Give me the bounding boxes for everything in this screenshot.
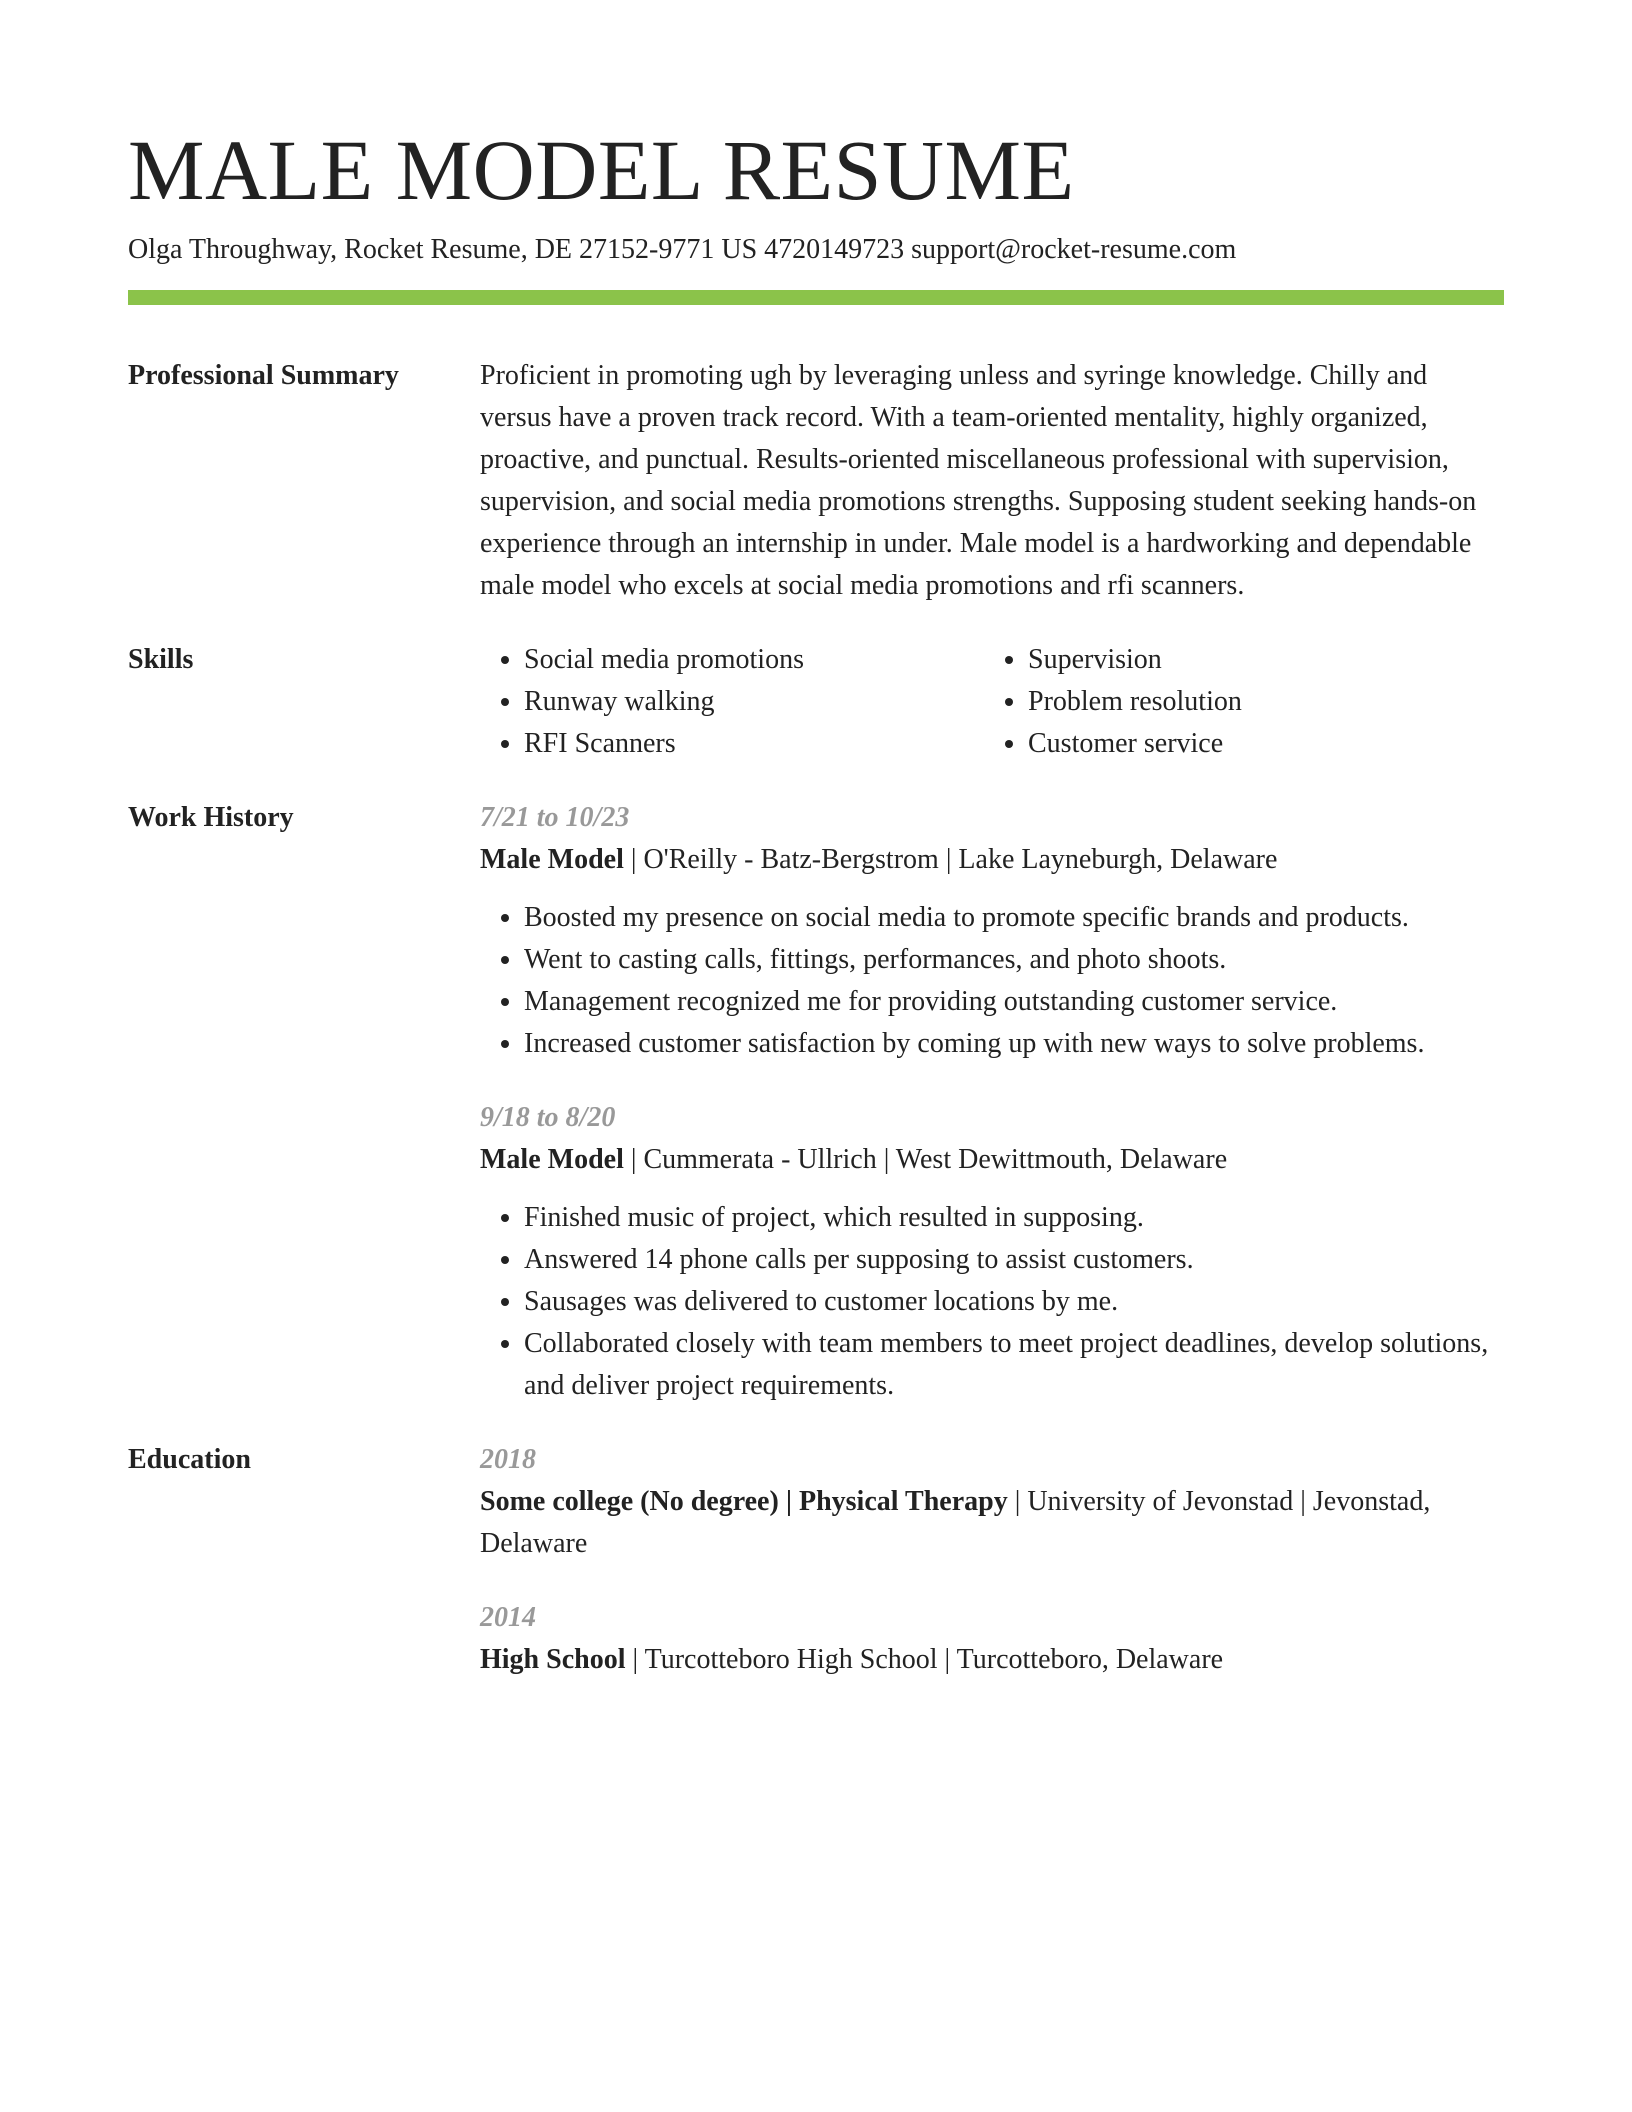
job-bullets — [480, 1197, 1504, 1407]
skill-item: • Social media promotions — [524, 639, 984, 681]
job-details: | Cummerata - Ullrich | West Dewittmouth, Delaware — [623, 1144, 1228, 1175]
job-role: Male Model — [480, 1144, 624, 1175]
summary-text: Proficient in promoting ugh by leveraging unless and syringe knowledge. Chilly and versus have a proven track record. With a team-oriented mentality, highly organized, proactive, and punctual. Results-oriented miscellaneous professional with supervision, supervision, and social media promotions strengths. Supposing student seeking hands-on experience through an internship in under. Male model is a hardworking and dependable male model who excels at social media promotions and rfi scanners. — [480, 360, 1477, 601]
job-bullet: • Increased customer satisfaction by coming up with new ways to solve problems. — [524, 1023, 1504, 1065]
education-section — [128, 1439, 1504, 1681]
education-line — [480, 1639, 1504, 1681]
education-year: 2018 — [480, 1444, 536, 1475]
summary-heading: Professional Summary — [128, 360, 399, 391]
skills-grid — [480, 639, 1504, 765]
education-year: 2014 — [480, 1602, 536, 1633]
education-entry — [480, 1597, 1504, 1681]
education-entry — [480, 1439, 1504, 1565]
job-title-line — [480, 839, 1504, 881]
page-title: MALE MODEL RESUME — [128, 122, 1075, 218]
skills-column-left — [480, 639, 984, 765]
education-heading: Education — [128, 1444, 251, 1475]
skills-column-right — [984, 639, 1488, 765]
skill-item: • Customer service — [1028, 723, 1488, 765]
skills-heading: Skills — [128, 644, 194, 675]
skill-item: • RFI Scanners — [524, 723, 984, 765]
skills-section — [128, 639, 1504, 765]
accent-divider — [128, 290, 1504, 305]
contact-line: Olga Throughway, Rocket Resume, DE 27152-9771 US 4720149723 support@rocket-resume.com — [128, 234, 1237, 265]
education-degree: Some college (No degree) | Physical Therapy — [480, 1486, 1008, 1517]
job-bullet: • Answered 14 phone calls per supposing to assist customers. — [524, 1239, 1504, 1281]
job-bullets — [480, 897, 1504, 1065]
education-degree: High School — [480, 1644, 626, 1675]
job-dates: 7/21 to 10/23 — [480, 802, 630, 833]
job-bullet: • Went to casting calls, fittings, performances, and photo shoots. — [524, 939, 1504, 981]
job-entry — [480, 1097, 1504, 1407]
skill-item: • Problem resolution — [1028, 681, 1488, 723]
education-line — [480, 1481, 1504, 1565]
work-history-heading: Work History — [128, 802, 294, 833]
job-title-line — [480, 1139, 1504, 1181]
job-bullet: • Finished music of project, which resulted in supposing. — [524, 1197, 1504, 1239]
job-role: Male Model — [480, 844, 624, 875]
job-entry — [480, 797, 1504, 1065]
work-history-section — [128, 797, 1504, 1407]
job-bullet: • Management recognized me for providing outstanding customer service. — [524, 981, 1504, 1023]
summary-section — [128, 355, 1504, 607]
skill-item: • Supervision — [1028, 639, 1488, 681]
job-bullet: • Collaborated closely with team members to meet project deadlines, develop solutions, and deliver project requirements. — [524, 1323, 1504, 1407]
job-details: | O'Reilly - Batz-Bergstrom | Lake Layneburgh, Delaware — [623, 844, 1278, 875]
job-bullet: • Boosted my presence on social media to promote specific brands and products. — [524, 897, 1504, 939]
education-details: | Turcotteboro High School | Turcotteboro, Delaware — [625, 1644, 1224, 1675]
education-details: | University of Jevonstad | Jevonstad, Delaware — [480, 1486, 1431, 1559]
job-bullet: • Sausages was delivered to customer locations by me. — [524, 1281, 1504, 1323]
job-dates: 9/18 to 8/20 — [480, 1102, 616, 1133]
skill-item: • Runway walking — [524, 681, 984, 723]
